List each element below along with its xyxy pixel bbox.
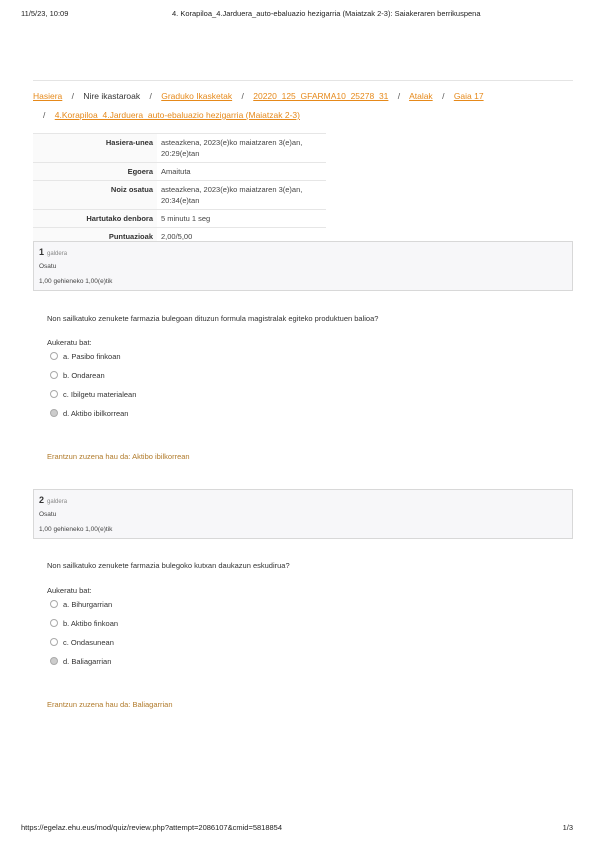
radio-button-checked[interactable] bbox=[50, 657, 58, 665]
radio-button[interactable] bbox=[50, 638, 58, 646]
question-text: Non sailkatuko zenukete farmazia bulegoko kutxan daukazun eskudirua? bbox=[47, 561, 290, 570]
answer-option[interactable]: c. Ibilgetu materialean bbox=[50, 390, 136, 400]
question-number: 2 bbox=[39, 495, 45, 505]
breadcrumb-course[interactable]: 20220_125_GFARMA10_25278_31 bbox=[253, 91, 389, 101]
breadcrumb-atalak[interactable]: Atalak bbox=[409, 91, 433, 101]
question-text: Non sailkatuko zenukete farmazia bulegoan dituzun formula magistralak egiteko produktuen balioa? bbox=[47, 314, 379, 323]
summary-row: Hartutako denbora 5 minutu 1 seg bbox=[33, 210, 326, 228]
summary-row: Egoera Amaituta bbox=[33, 163, 326, 181]
radio-button[interactable] bbox=[50, 390, 58, 398]
radio-button[interactable] bbox=[50, 619, 58, 627]
breadcrumb-hasiera[interactable]: Hasiera bbox=[33, 91, 63, 101]
question-status: Osatu bbox=[39, 263, 57, 270]
question-grade: 1,00 gehieneko 1,00(e)tik bbox=[39, 526, 113, 533]
radio-button[interactable] bbox=[50, 371, 58, 379]
answer-option[interactable]: c. Ondasunean bbox=[50, 638, 114, 648]
answer-option-selected[interactable]: d. Baliagarrian bbox=[50, 657, 111, 667]
radio-button[interactable] bbox=[50, 600, 58, 608]
answer-prompt: Aukeratu bat: bbox=[47, 338, 92, 347]
summary-row: Noiz osatua asteazkena, 2023(e)ko maiatzaren 3(e)an, 20:34(e)tan bbox=[33, 181, 326, 210]
breadcrumb-graduko-ikasketak[interactable]: Graduko Ikasketak bbox=[161, 91, 233, 101]
summary-row: Puntuazioak 2,00/5,00 bbox=[33, 228, 326, 246]
question-status: Osatu bbox=[39, 511, 57, 518]
answer-option-selected[interactable]: d. Aktibo ibilkorrean bbox=[50, 409, 128, 419]
breadcrumb-nire-ikastaroak: Nire ikastaroak bbox=[83, 91, 141, 101]
question-number: 1 bbox=[39, 247, 45, 257]
question-info: 1 galdera Osatu 1,00 gehieneko 1,00(e)tik bbox=[33, 241, 573, 291]
print-url: https://egelaz.ehu.eus/mod/quiz/review.php?attempt=2086107&cmid=5818854 bbox=[21, 823, 283, 832]
question-grade: 1,00 gehieneko 1,00(e)tik bbox=[39, 278, 113, 285]
correct-answer-feedback: Erantzun zuzena hau da: Aktibo ibilkorrean bbox=[47, 452, 190, 461]
question-info: 2 galdera Osatu 1,00 gehieneko 1,00(e)tik bbox=[33, 489, 573, 539]
answer-option[interactable]: a. Bihurgarrian bbox=[50, 600, 112, 610]
answer-option[interactable]: b. Aktibo finkoan bbox=[50, 619, 118, 629]
page-number: 1/3 bbox=[562, 823, 573, 832]
correct-answer-feedback: Erantzun zuzena hau da: Baliagarrian bbox=[47, 700, 173, 709]
breadcrumb-gaia[interactable]: Gaia 17 bbox=[453, 91, 484, 101]
answer-prompt: Aukeratu bat: bbox=[47, 586, 92, 595]
summary-row: Hasiera-unea asteazkena, 2023(e)ko maiatzaren 3(e)an, 20:29(e)tan bbox=[33, 134, 326, 163]
radio-button-checked[interactable] bbox=[50, 409, 58, 417]
print-date: 11/5/23, 10:09 bbox=[21, 9, 69, 18]
breadcrumb: Hasiera / Nire ikastaroak / Graduko Ikasketak / 20220_125_GFARMA10_25278_31 / Atalak / Gaia 17 / 4.Korapiloa_4.Jarduera_auto-ebaluazio hezigarria (Maiatzak 2-3) bbox=[33, 80, 573, 125]
breadcrumb-quiz[interactable]: 4.Korapiloa_4.Jarduera_auto-ebaluazio hezigarria (Maiatzak 2-3) bbox=[54, 110, 300, 120]
answer-option[interactable]: a. Pasibo finkoan bbox=[50, 352, 121, 362]
print-title: 4. Korapiloa_4.Jarduera_auto-ebaluazio hezigarria (Maiatzak 2-3): Saiakeraren berrikuspena bbox=[172, 9, 481, 18]
radio-button[interactable] bbox=[50, 352, 58, 360]
answer-option[interactable]: b. Ondarean bbox=[50, 371, 105, 381]
